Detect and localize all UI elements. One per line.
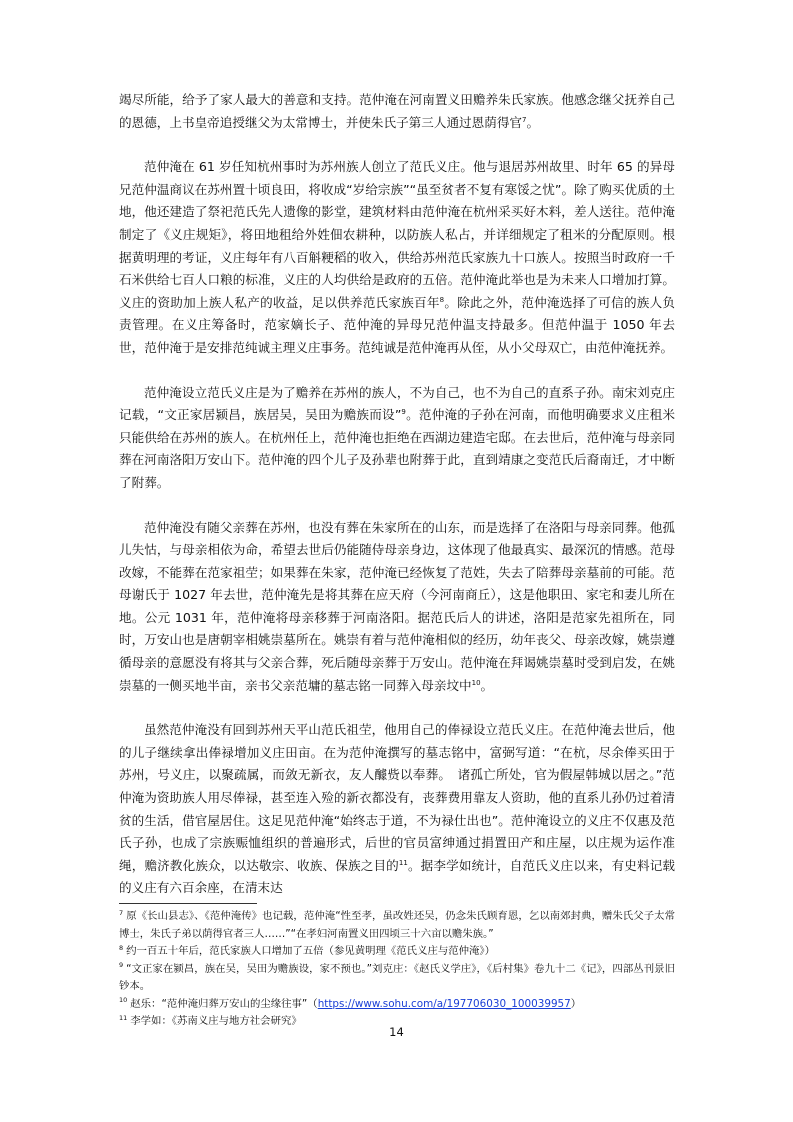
footnote-8	[119, 943, 675, 961]
footnote-mark: 7	[119, 908, 124, 917]
paragraph-1-text: 竭尽所能，给予了家人最大的善意和支持。范仲淹在河南置义田赡养朱氏家族。他感念继父抚养自己的恩德，上书皇帝追授继父为太常博士，并使朱氏子第三人通过恩荫得官	[119, 92, 675, 130]
footnote-text: 赵乐：“范仲淹归葬万安山的尘缘往事”（	[130, 997, 318, 1010]
paragraph-5-text: 虽然范仲淹没有回到苏州天平山范氏祖茔，他用自己的俸禄设立范氏义庄。在范仲淹去世后，他的儿子继续拿出俸禄增加义庄田亩。在为范仲淹撰写的墓志铭中，富弼写道：“在杭，尽余俸买田于苏州，号义庄，以聚疏属，而敛无新衣，友人醵赀以奉葬。 诸孤亡所处，官为假屋韩城以居之。”范仲淹为资助族人用尽俸禄，甚至连入殓的新衣都没有，丧葬费用靠友人资助，他的直系儿孙仍过着清贫的生活，借官屋居住。这足见范仲淹“始终志于道，不为禄仕出也”。范仲淹设立的义庄不仅惠及范氏子孙，也成了宗族赈恤组织的普遍形式，后世的官员富绅通过捐置田产和庄屋，以庄规为运作准绳，赡济教化族众，以达敬宗、收族、保族之目的	[119, 722, 675, 873]
footnote-mark: 11	[119, 1013, 128, 1022]
sohu-article-link[interactable]: https://www.sohu.com/a/197706030_100039957	[317, 997, 571, 1010]
paragraph-2-text-cont: 。除此之外，范仲淹选择了可信的族人负责管理。在义庄筹备时，范家嫡长子、范仲淹的异母兄范仲温支持最多。但范仲温于 1050 年去世，范仲淹于是安排范纯诚主理义庄事务。范纯诚是范仲淹再从侄，从小父母双亡，由范仲淹抚养。	[119, 294, 676, 355]
footnote-divider	[119, 903, 257, 904]
paragraph-3-text-cont: 。范仲淹的子孙在河南，而他明确要求义庄租米只能供给在苏州的族人。在杭州任上，范仲淹也拒绝在西湖边建造宅邸。在去世后，范仲淹与母亲同葬在河南洛阳万安山下。范仲淹的四个儿子及孙辈也附葬于此，直到靖康之变范氏后裔南迁，才中断了附葬。	[119, 407, 675, 490]
footnote-text: 约一百五十年后，范氏家族人口增加了五倍（参见黄明理《范氏义庄与范仲淹》）	[126, 945, 495, 957]
paragraph-1	[119, 89, 675, 134]
footnote-mark: 8	[119, 943, 124, 952]
footnote-ref-8[interactable]: 8	[439, 295, 445, 304]
footnote-ref-11[interactable]: 11	[398, 858, 408, 867]
footnote-ref-7[interactable]: 7	[522, 115, 527, 124]
footnote-ref-10[interactable]: 10	[471, 678, 481, 687]
paragraph-3	[119, 382, 675, 495]
paragraph-4-text-cont: 。	[480, 677, 494, 693]
footnotes	[119, 908, 675, 1031]
footnote-mark: 10	[119, 996, 128, 1005]
paragraph-5-text-cont: 。据李学如统计，自范氏义庄以来，有史料记载的义庄有六百余座，在清末达	[119, 857, 676, 896]
footnote-text-end: ）	[570, 997, 582, 1010]
page-number: 14	[389, 1025, 404, 1039]
paragraph-3-text: 范仲淹设立范氏义庄是为了赡养在苏州的族人，不为自己，也不为自己的直系子孙。南宋刘克庄记载，“文正家居颍昌，族居吴，吴田为赡族而设”	[119, 384, 675, 423]
footnote-9	[119, 961, 675, 996]
footnote-ref-9[interactable]: 9	[401, 407, 406, 416]
paragraph-2-text: 范仲淹在 61 岁任知杭州事时为苏州族人创立了范氏义庄。他与退居苏州故里、时年 65 的异母兄范仲温商议在苏州置十顷良田，将收成“岁给宗族”“虽至贫者不复有寒馁之忧”。除了购买优质的土地，他还建造了祭祀范氏先人遗像的影堂，建筑材料由范仲淹在杭州采买好木料，差人送往。范仲淹制定了《义庄规矩》，将田地租给外姓佃农耕种，以防族人私占，并详细规定了租米的分配原则。根据黄明理的考证，义庄每年有八百斛粳稻的收入，供给苏州范氏家族九十口族人。按照当时政府一千石米供给七百人口粮的标准，义庄的人均供给是政府的五倍。范仲淹此举也是为未来人口增加打算。义庄的资助加上族人私产的收益，足以供养范氏家族百年	[119, 159, 675, 310]
footnote-10	[119, 996, 675, 1014]
paragraph-1-end: 。	[526, 114, 540, 130]
paragraph-2	[119, 156, 675, 359]
footnote-text: 原《长山县志》、《范仲淹传》也记载，范仲淹“性至孝，虽改姓还吴，仍念朱氏顾育恩，乞以南郊封典，赠朱氏父子太常博士，朱氏子弟以荫得官者三人……”“在孝妇河南置义田四顷三十六亩以赡朱族。”	[119, 910, 675, 940]
footnote-mark: 9	[119, 961, 124, 970]
paragraph-4	[119, 517, 675, 698]
main-text	[119, 89, 675, 900]
footnote-7	[119, 908, 675, 943]
footnote-text: “文正家在颍昌，族在吴，吴田为赡族设，家不预也。”刘克庄：《赵氏义学庄》，《后村集》卷九十二《记》，四部丛刊景旧钞本。	[119, 962, 675, 992]
paragraph-4-text: 范仲淹没有随父亲葬在苏州，也没有葬在朱家所在的山东，而是选择了在洛阳与母亲同葬。他孤儿失怙，与母亲相依为命，希望去世后仍能随侍母亲身边，这体现了他最真实、最深沉的情感。范母改嫁，不能葬在范家祖茔；如果葬在朱家，范仲淹已经恢复了范姓，失去了陪葬母亲墓前的可能。范母谢氏于 1027 年去世，范仲淹先是将其葬在应天府（今河南商丘），这是他职田、家宅和妻儿所在地。公元 1031 年，范仲淹将母亲移葬于河南洛阳。据范氏后人的讲述，洛阳是范家先祖所在，同时，万安山也是唐朝宰相姚崇墓所在。姚崇有着与范仲淹相似的经历，幼年丧父、母亲改嫁，姚崇遵循母亲的意愿没有将其与父亲合葬，死后随母亲葬于万安山。范仲淹在拜谒姚崇墓时受到启发，在姚崇墓的一侧买地半亩，亲书父亲范墉的墓志铭一同葬入母亲坟中	[119, 519, 675, 693]
footnote-text: 李学如：《苏南义庄与地方社会研究》	[130, 1015, 302, 1027]
paragraph-5	[119, 719, 675, 900]
